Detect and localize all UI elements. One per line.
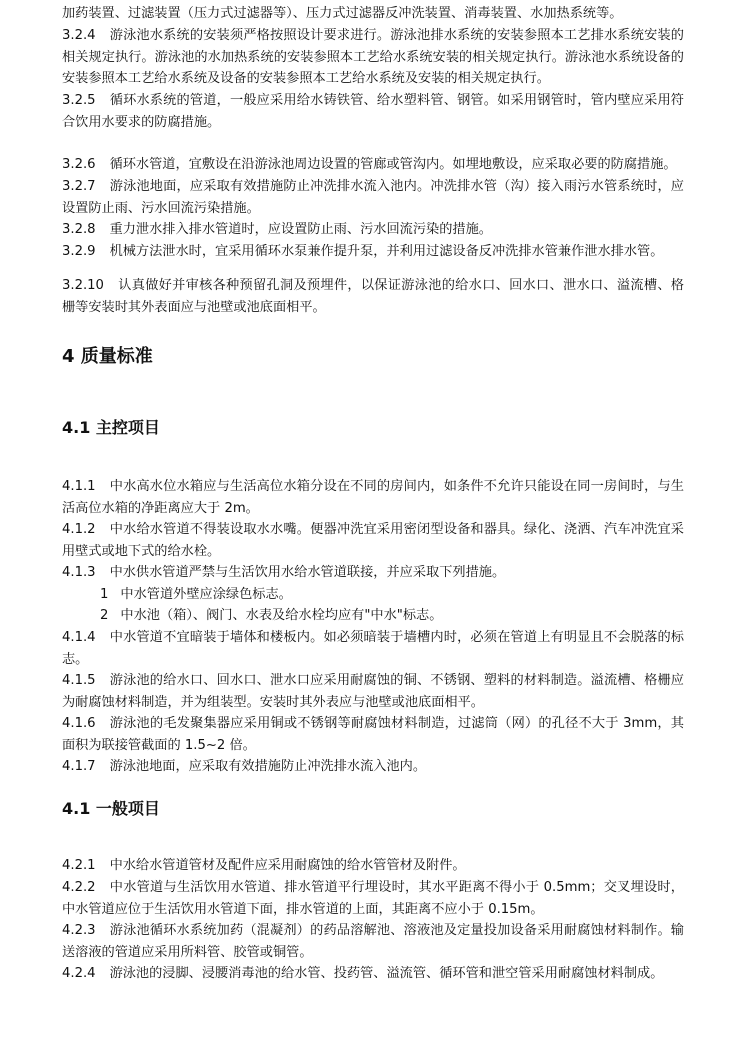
clause-text: 循环水管道，宜敷设在沿游泳池周边设置的管廊或管沟内。如埋地敷设，应采取必要的防腐措施。	[109, 157, 677, 172]
clause-text: 游泳池地面，应采取有效措施防止冲洗排水流入池内。冲洗排水管（沟）接入雨污水管系统时，应设置防止雨、污水回流污染措施。	[62, 179, 684, 216]
clause-number: 4.1.3	[62, 565, 96, 580]
sub-item-number: 1	[100, 587, 109, 602]
clause-text: 游泳池水系统的安装须严格按照设计要求进行。游泳池排水系统的安装参照本工艺排水系统安装的相关规定执行。游泳池的水加热系统的安装参照本工艺给水系统安装的相关规定执行。游泳池水系统设备的安装参照本工艺给水系统及设备的安装参照本工艺给水系统及安装的相关规定执行。	[62, 28, 684, 87]
clause-3-2-10	[62, 275, 684, 318]
sub-item-text: 中水管道外壁应涂绿色标志。	[120, 587, 292, 602]
clause-number: 4.2.3	[62, 923, 96, 938]
clause-4-1-6	[62, 713, 684, 756]
clause-text: 中水给水管道管材及配件应采用耐腐蚀的给水管管材及附件。	[109, 858, 466, 873]
clause-number: 3.2.6	[62, 157, 96, 172]
paragraph-text: 加药装置、过滤装置（压力式过滤器等）、压力式过滤器反冲洗装置、消毒装置、水加热系统等。	[62, 6, 623, 21]
clause-4-1-7	[62, 756, 684, 778]
paragraph	[62, 3, 684, 25]
clause-text: 游泳池的毛发聚集器应采用铜或不锈钢等耐腐蚀材料制造，过滤筒（网）的孔径不大于 3mm，其面积为联接管截面的 1.5~2 倍。	[62, 716, 684, 753]
clause-text: 中水高水位水箱应与生活高位水箱分设在不同的房间内，如条件不允许只能设在同一房间时，与生活高位水箱的净距离应大于 2m。	[62, 479, 684, 516]
clause-4-2-4	[62, 963, 684, 985]
clause-number: 4.1.4	[62, 630, 96, 645]
clause-number: 4.1.1	[62, 479, 96, 494]
sub-item-1	[100, 584, 292, 606]
clause-4-1-2	[62, 519, 684, 562]
clause-text: 中水供水管道严禁与生活饮用水给水管道联接，并应采取下列措施。	[109, 565, 506, 580]
clause-number: 3.2.10	[62, 278, 104, 293]
heading-general-items: 4.1 一般项目	[62, 799, 160, 818]
clause-4-1-4	[62, 627, 684, 670]
clause-number: 3.2.7	[62, 179, 96, 194]
clause-number: 4.1.7	[62, 759, 96, 774]
clause-text: 游泳池的给水口、回水口、泄水口应采用耐腐蚀的铜、不锈钢、塑料的材料制造。溢流槽、格栅应为耐腐蚀材料制造，并为组装型。安装时其外表应与池壁或池底面相平。	[62, 673, 684, 710]
clause-text: 中水管道与生活饮用水管道、排水管道平行埋设时，其水平距离不得小于 0.5mm；交叉埋设时，中水管道应位于生活饮用水管道下面，排水管道的上面，其距离不应小于 0.15m。	[62, 880, 684, 917]
clause-text: 游泳池的浸脚、浸腰消毒池的给水管、投药管、溢流管、循环管和泄空管采用耐腐蚀材料制成。	[109, 966, 664, 981]
sub-item-text: 中水池（箱）、阀门、水表及给水栓均应有"中水"标志。	[120, 608, 443, 623]
clause-number: 4.2.1	[62, 858, 96, 873]
clause-4-1-3	[62, 562, 684, 584]
heading-quality-standard: 4 质量标准	[62, 346, 153, 367]
sub-item-2	[100, 605, 442, 627]
clause-number: 4.1.6	[62, 716, 96, 731]
clause-text: 重力泄水排入排水管道时，应设置防止雨、污水回流污染的措施。	[109, 222, 492, 237]
clause-4-1-1	[62, 476, 684, 519]
clause-text: 中水管道不宜暗装于墙体和楼板内。如必须暗装于墙槽内时，必须在管道上有明显且不会脱落的标志。	[62, 630, 684, 667]
clause-3-2-4	[62, 25, 684, 90]
sub-item-number: 2	[100, 608, 109, 623]
clause-number: 3.2.9	[62, 244, 96, 259]
clause-text: 游泳池地面，应采取有效措施防止冲洗排水流入池内。	[109, 759, 427, 774]
clause-text: 中水给水管道不得装设取水水嘴。便器冲洗宜采用密闭型设备和器具。绿化、浇洒、汽车冲洗宜采用壁式或地下式的给水栓。	[62, 522, 684, 559]
clause-number: 4.2.2	[62, 880, 96, 895]
clause-3-2-9	[62, 241, 684, 263]
clause-number: 3.2.8	[62, 222, 96, 237]
clause-4-2-1	[62, 855, 684, 877]
heading-main-control-items: 4.1 主控项目	[62, 418, 160, 437]
clause-number: 4.1.5	[62, 673, 96, 688]
clause-3-2-7	[62, 176, 684, 219]
clause-number: 4.2.4	[62, 966, 96, 981]
clause-text: 机械方法泄水时，宜采用循环水泵兼作提升泵，并利用过滤设备反冲洗排水管兼作泄水排水管。	[109, 244, 664, 259]
clause-text: 循环水系统的管道，一般应采用给水铸铁管、给水塑料管、钢管。如采用钢管时，管内壁应采用符合饮用水要求的防腐措施。	[62, 93, 684, 130]
clause-number: 3.2.5	[62, 93, 96, 108]
clause-number: 3.2.4	[62, 28, 96, 43]
clause-text: 游泳池循环水系统加药（混凝剂）的药品溶解池、溶液池及定量投加设备采用耐腐蚀材料制作。输送溶液的管道应采用所料管、胶管或铜管。	[62, 923, 684, 960]
clause-4-1-5	[62, 670, 684, 713]
clause-4-2-2	[62, 877, 684, 920]
clause-3-2-6	[62, 154, 684, 176]
clause-3-2-8	[62, 219, 684, 241]
clause-text: 认真做好并审核各种预留孔洞及预埋件，以保证游泳池的给水口、回水口、泄水口、溢流槽、格栅等安装时其外表面应与池壁或池底面相平。	[62, 278, 684, 315]
clause-number: 4.1.2	[62, 522, 96, 537]
clause-4-2-3	[62, 920, 684, 963]
clause-3-2-5	[62, 90, 684, 133]
